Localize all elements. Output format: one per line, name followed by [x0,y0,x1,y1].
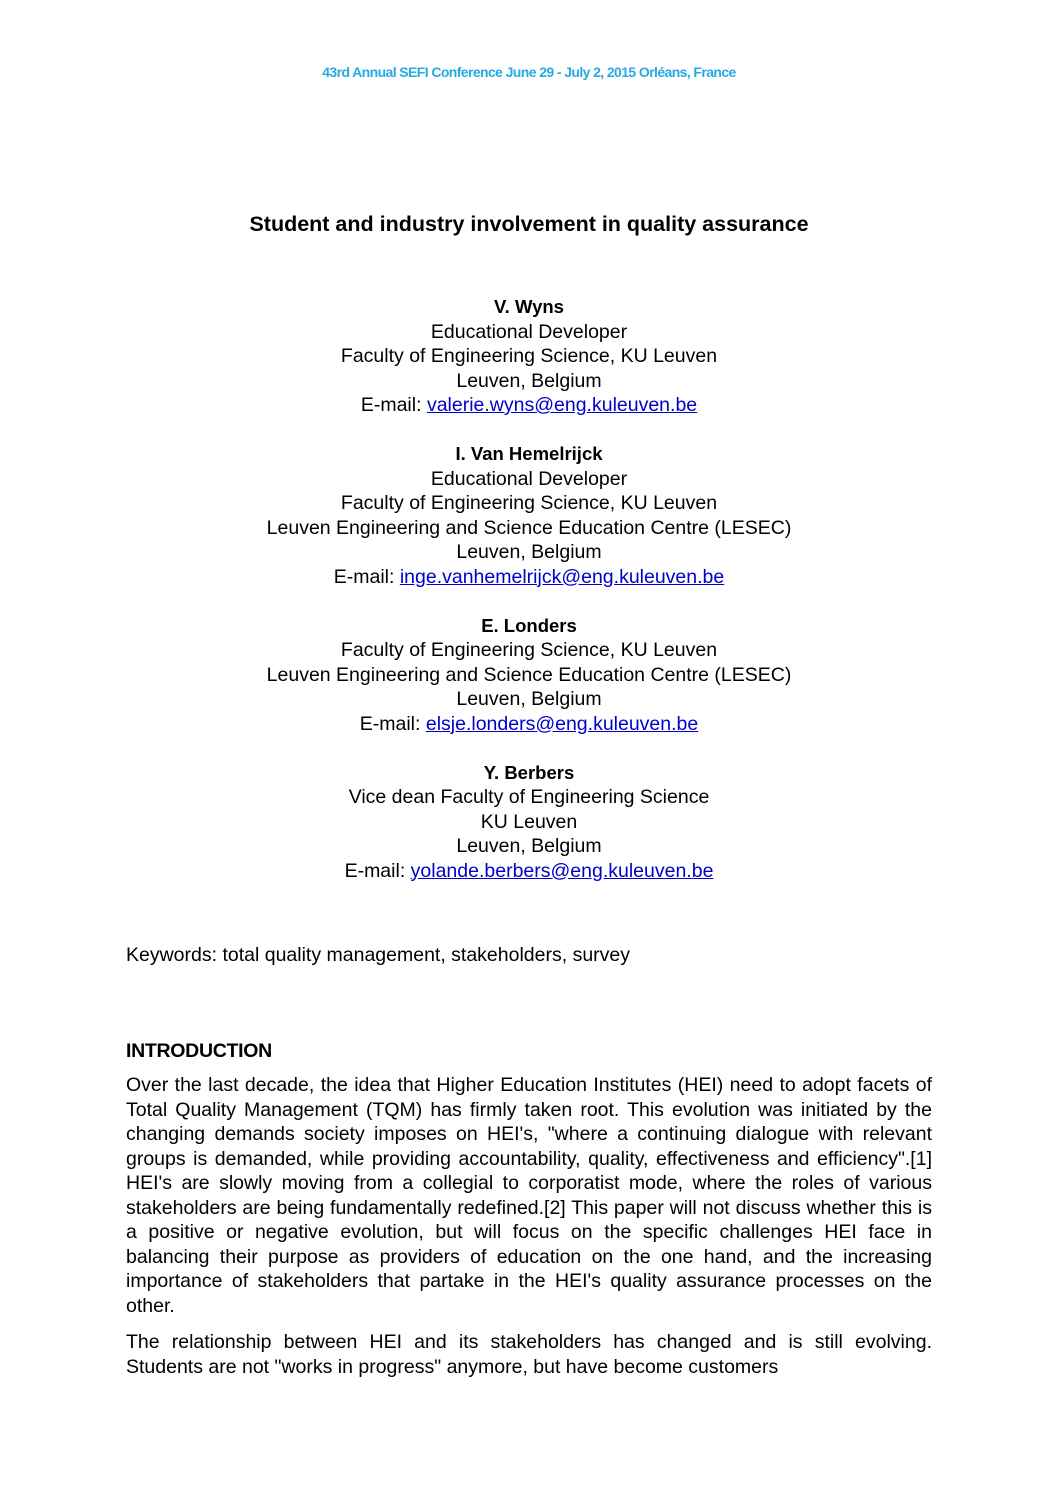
email-label: E-mail: [359,712,426,735]
email-label: E-mail: [360,394,427,416]
paragraph: Over the last decade, the idea that Higher Education Institutes (HEI) need to adopt facets of Total Quality Management (TQM) has firmly taken root. This evolution was initiated by the changing demands society imposes on HEI's, "where a continuing dialogue with relevant groups is demanded, while providing accountability, quality, effectiveness and efficiency".[1] HEI's are slowly moving from a collegial to corporatist mode, where the roles of various stakeholders are being fundamentally redefined.[2] This paper will not discuss whether this is a positive or negative evolution, but will focus on the specific challenges HEI face in balancing their purpose as providers of education on the one hand, and the increasing importance of stakeholders that partake in the HEI's quality assurance processes on the other. [126,1074,932,1317]
author-affiliation: Leuven Engineering and Science Education Centre (LESEC) [266,663,792,686]
author-block [0,295,1058,418]
author-position: Vice dean Faculty of Engineering Science [348,786,710,808]
paper-title: Student and industry involvement in quality assurance [249,212,809,236]
author-email [0,712,1058,737]
author-affiliation: Faculty of Engineering Science, KU Leuven [340,492,718,514]
author-location: Leuven, Belgium [456,835,602,857]
author-email [0,393,1058,418]
email-link[interactable]: yolande.berbers@eng.kuleuven.be [410,859,714,882]
author-email [0,565,1058,590]
author-location: Leuven, Belgium [456,369,602,392]
email-label: E-mail: [333,565,400,588]
author-block [0,442,1058,589]
author-position: Educational Developer [430,320,628,343]
author-position: Educational Developer [430,467,628,490]
email-link[interactable]: inge.vanhemelrijck@eng.kuleuven.be [399,565,725,588]
author-block [0,761,1058,884]
author-name: I. Van Hemelrijck [455,443,603,464]
author-email [0,859,1058,884]
introduction-body [126,1073,932,1391]
keywords: Keywords: total quality management, stakeholders, survey [126,944,631,966]
author-affiliation: KU Leuven [480,810,578,833]
section-heading-introduction: INTRODUCTION [126,1040,272,1062]
email-link[interactable]: elsje.londers@eng.kuleuven.be [425,712,699,735]
paragraph: The relationship between HEI and its stakeholders has changed and is still evolving. Students are not "works in progress" anymore, but have become customers [126,1331,932,1378]
email-link[interactable]: valerie.wyns@eng.kuleuven.be [426,394,698,416]
author-affiliation: Faculty of Engineering Science, KU Leuven [340,345,718,367]
author-block [0,614,1058,737]
author-list [0,295,1058,908]
author-affiliation: Leuven Engineering and Science Education Centre (LESEC) [266,516,792,539]
author-location: Leuven, Belgium [456,541,602,563]
author-location: Leuven, Belgium [456,688,602,710]
email-label: E-mail: [344,859,411,882]
author-name: Y. Berbers [483,761,575,783]
author-name: V. Wyns [494,296,564,317]
author-affiliation: Faculty of Engineering Science, KU Leuven [340,639,718,661]
author-name: E. Londers [481,614,577,636]
running-header: 43rd Annual SEFI Conference June 29 - July 2, 2015 Orléans, France [322,64,736,80]
